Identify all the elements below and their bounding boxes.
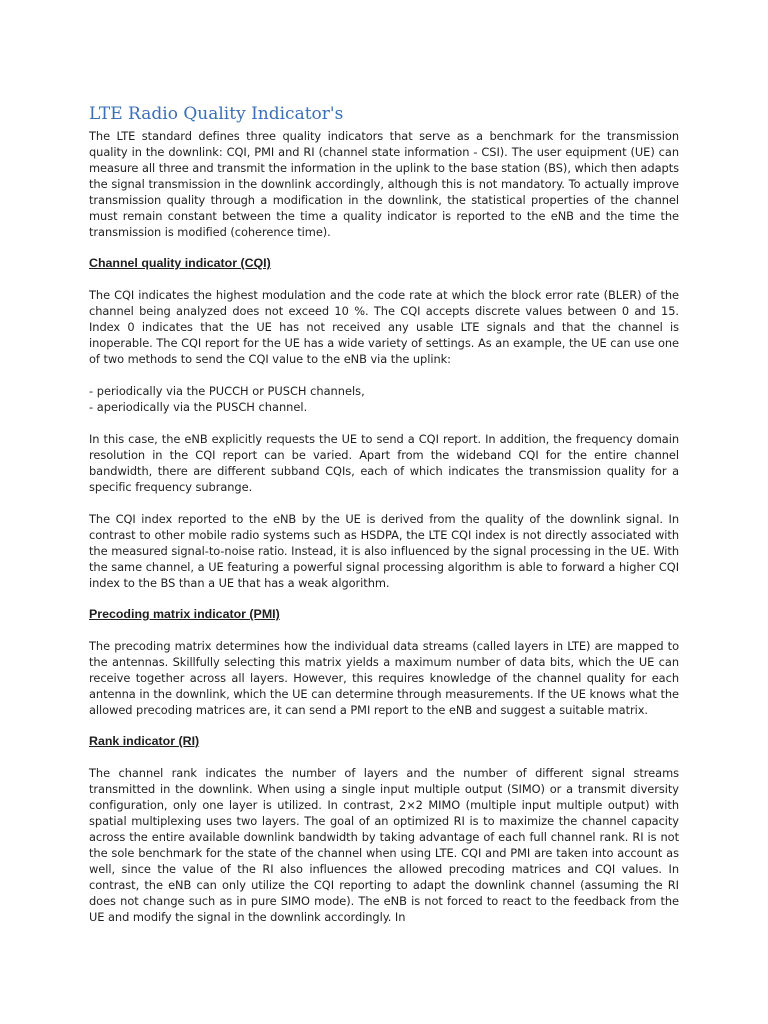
ri-paragraph-1: The channel rank indicates the number of layers and the number of different signal streams transmitted in the downlink. When using a single input multiple output (SIMO) or a transmit diversity configuration, only one layer is utilized. In contrast, 2×2 MIMO (multiple input multiple output) with spatial multiplexing uses two layers. The goal of an optimized RI is to maximize the channel capacity across the entire available downlink bandwidth by taking advantage of each full channel rank. RI is not the sole benchmark for the state of the channel when using LTE. CQI and PMI are taken into account as well, since the value of the RI also influences the allowed precoding matrices and CQI values. In contrast, the eNB can only utilize the CQI reporting to adapt the downlink channel (assuming the RI does not change such as in pure SIMO mode). The eNB is not forced to react to the feedback from the UE and modify the signal in the downlink accordingly. In xyxy=(89,766,679,924)
cqi-paragraph-1: The CQI indicates the highest modulation and the code rate at which the block error rate (BLER) of the channel being analyzed does not exceed 10 %. The CQI accepts discrete values between 0 and 15. Index 0 indicates that the UE has not received any usable LTE signals and that the channel is inoperable. The CQI report for the UE has a wide variety of settings. As an example, the UE can use one of two methods to send the CQI value to the eNB via the uplink: xyxy=(89,288,679,366)
pmi-heading: Precoding matrix indicator (PMI) xyxy=(89,607,280,621)
intro-paragraph: The LTE standard defines three quality indicators that serve as a benchmark for the transmission quality in the downlink: CQI, PMI and RI (channel state information - CSI). The user equipment (UE) can measure all three and transmit the information in the uplink to the base station (BS), which then adapts the signal transmission in the downlink accordingly, although this is not mandatory. To actually improve transmission quality through a modification in the downlink, the statistical properties of the channel must remain constant between the time a quality indicator is reported to the eNB and the time the transmission is modified (coherence time). xyxy=(89,129,679,239)
ri-heading: Rank indicator (RI) xyxy=(89,734,200,748)
cqi-heading: Channel quality indicator (CQI) xyxy=(89,256,271,270)
pmi-paragraph-1: The precoding matrix determines how the individual data streams (called layers in LTE) are mapped to the antennas. Skillfully selecting this matrix yields a maximum number of data bits, which the UE can receive together across all layers. However, this requires knowledge of the channel quality for each antenna in the downlink, which the UE can determine through measurements. If the UE knows what the allowed precoding matrices are, it can send a PMI report to the eNB and suggest a suitable matrix. xyxy=(89,639,679,717)
list-item: - aperiodically via the PUSCH channel. xyxy=(89,400,308,414)
cqi-method-list xyxy=(89,383,679,415)
cqi-paragraph-3: The CQI index reported to the eNB by the UE is derived from the quality of the downlink signal. In contrast to other mobile radio systems such as HSDPA, the LTE CQI index is not directly associated with the measured signal-to-noise ratio. Instead, it is also influenced by the signal processing in the UE. With the same channel, a UE featuring a powerful signal processing algorithm is able to forward a higher CQI index to the BS than a UE that has a weak algorithm. xyxy=(89,512,679,590)
list-item: - periodically via the PUCCH or PUSCH channels, xyxy=(89,384,365,398)
cqi-paragraph-2: In this case, the eNB explicitly requests the UE to send a CQI report. In addition, the frequency domain resolution in the CQI report can be varied. Apart from the wideband CQI for the entire channel bandwidth, there are different subband CQIs, each of which indicates the transmission quality for a specific frequency subrange. xyxy=(89,432,679,494)
document-title: LTE Radio Quality Indicator's xyxy=(89,104,344,124)
